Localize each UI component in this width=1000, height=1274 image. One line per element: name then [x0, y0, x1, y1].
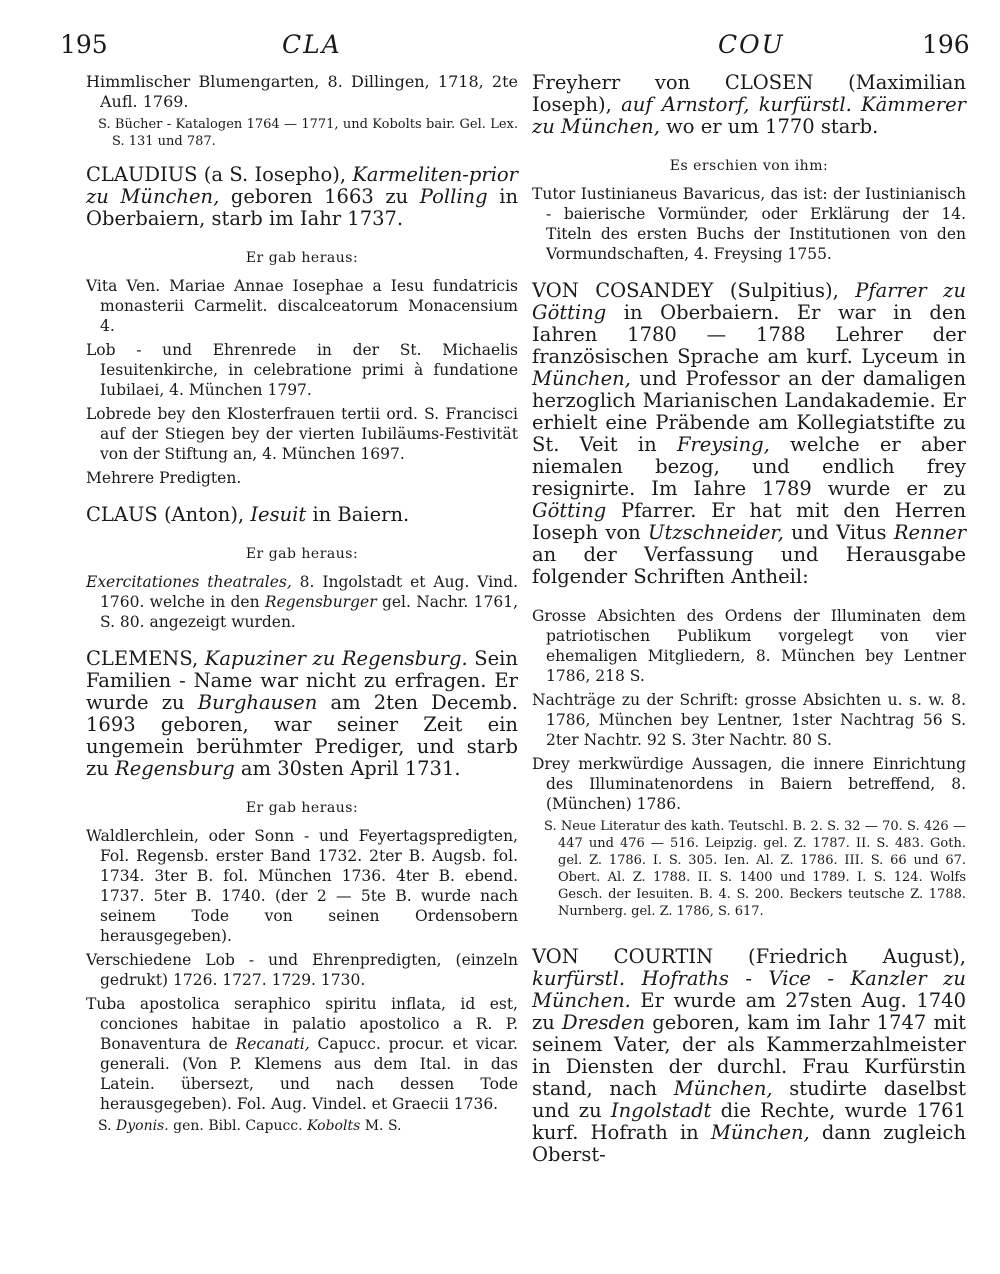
- closen-works-label: Es erschien von ihm:: [669, 158, 829, 174]
- more-sermons: Mehrere Predigten.: [86, 469, 242, 487]
- clemens-source: S. Dyonis. gen. Bibl. Capucc. Kobolts M. S.: [98, 1118, 402, 1134]
- cosandey-heading: VON COSANDEY (Sulpitius), Pfarrer zu Götting in Oberbaiern. Er war in den Iahren 1780 — 1788 Lehrer der französischen Sprache am kurf. Lyceum in München, und Professor an der damaligen herzoglich Marianischen Landakademie. Er erhielt eine Präbende am Kollegiatstifte zu St. Veit in Freysing, welche er aber niemalen bezog, und endlich frey resignirte. Im Iahre 1789 wurde er zu Götting Pfarrer. Er hat mit den Herren Ioseph von Utzschneider, und Vitus Renner an der Verfassung und Herausgabe folgender Schriften Antheil:: [532, 279, 967, 588]
- left-column: [86, 72, 518, 1149]
- claudius-heading: CLAUDIUS (a S. Iosepho), Karmeliten-prior zu München, geboren 1663 zu Polling in Oberbaiern, starb im Iahr 1737.: [86, 163, 518, 230]
- courtin-heading: VON COURTIN (Friedrich August), kurfürstl. Hofraths - Vice - Kanzler zu München. Er wurde am 27sten Aug. 1740 zu Dresden geboren, kam im Iahr 1747 mit seinem Vater, der als Kammerzahlmeister in Diensten der durchl. Frau Kurfürstin stand, nach München, studirte daselbst und zu Ingolstadt die Rechte, wurde 1761 kurf. Hofrath in München, dann zugleich Oberst-: [532, 945, 967, 1166]
- work-entry: Nachträge zu der Schrift: grosse Absichten u. s. w. 8. 1786, München bey Lentner, 1ster Nachtrag 56 S. 2ter Nachtr. 92 S. 3ter Nachtr. 80 S.: [532, 691, 966, 749]
- clemens-works-label: Er gab heraus:: [245, 800, 359, 816]
- work-entry: Lob - und Ehrenrede in der St. Michaelis Iesuitenkirche, in celebratione primi à fundatione Iubilaei, 4. München 1797.: [86, 341, 518, 399]
- right-catchword: COU: [718, 30, 785, 59]
- work-entry: Verschiedene Lob - und Ehrenpredigten, (einzeln gedrukt) 1726. 1727. 1729. 1730.: [86, 951, 518, 989]
- continued-source: S. Bücher - Katalogen 1764 — 1771, und Kobolts bair. Gel. Lex. S. 131 und 787.: [98, 117, 518, 149]
- left-page-number: 195: [60, 30, 108, 59]
- claudius-works-label: Er gab heraus:: [245, 250, 359, 266]
- claus-heading: CLAUS (Anton), Iesuit in Baiern.: [86, 503, 410, 526]
- work-entry: Tuba apostolica seraphico spiritu inflata, id est, conciones habitae in palatio apostolico a R. P. Bonaventura de Recanati, Capucc. procur. et vicar. generali. (Von P. Klemens aus dem Ital. in das Latein. übersezt, und nach dessen Tode herausgegeben). Fol. Aug. Vindel. et Graecii 1736.: [86, 995, 518, 1113]
- work-entry: Lobrede bey den Klosterfrauen tertii ord. S. Francisci auf der Stiegen bey der vierten Iubiläums-Festivität von der Stiftung an, 4. München 1697.: [86, 405, 518, 463]
- right-column: [532, 72, 966, 1184]
- work-entry: Vita Ven. Mariae Annae Iosephae a Iesu fundatricis monasterii Carmelit. discalceatorum Monacensium 4.: [86, 277, 518, 335]
- cosandey-source: S. Neue Literatur des kath. Teutschl. B. 2. S. 32 — 70. S. 426 — 447 und 476 — 516. Leipzig. gel. Z. 1787. II. S. 483. Goth. gel. Z. 1786. I. S. 305. Ien. Al. Z. 1786. III. S. 66 und 67. Obert. Al. Z. 1788. II. S. 1400 und 1789. I. S. 124. Wolfs Gesch. der Iesuiten. B. 4. S. 200. Beckers teutsche Z. 1788. Nurnberg. gel. Z. 1786, S. 617.: [544, 819, 966, 919]
- claus-works-label: Er gab heraus:: [245, 546, 359, 562]
- work-entry: Tutor Iustinianeus Bavaricus, das ist: der Iustinianisch - baierische Vormünder, oder Erklärung der 14. Titeln des ersten Buchs der Institutionen von den Vormundschaften, 4. Freysing 1755.: [532, 185, 966, 263]
- work-entry: Exercitationes theatrales, 8. Ingolstadt et Aug. Vind. 1760. welche in den Regensburger gel. Nachr. 1761, S. 80. angezeigt wurden.: [86, 573, 519, 631]
- work-entry: Waldlerchlein, oder Sonn - und Feyertagspredigten, Fol. Regensb. erster Band 1732. 2ter B. Augsb. fol. 1734. 3ter B. fol. München 1736. 4ter B. ebend. 1737. 5ter B. 1740. (der 2 — 5te B. wurde nach seinem Tode von seinen Ordensobern herausgegeben).: [86, 827, 518, 945]
- work-entry: Grosse Absichten des Ordens der Illuminaten dem patriotischen Publikum vorgelegt von vier ehemaligen Mitgliedern, 8. München bey Lentner 1786, 218 S.: [532, 607, 966, 685]
- closen-heading: Freyherr von CLOSEN (Maximilian Ioseph), auf Arnstorf, kurfürstl. Kämmerer zu München, wo er um 1770 starb.: [532, 71, 966, 138]
- left-catchword: CLA: [282, 30, 342, 59]
- right-page-number: 196: [922, 30, 970, 59]
- continued-entry: Himmlischer Blumengarten, 8. Dillingen, 1718, 2te Aufl. 1769.: [86, 72, 518, 111]
- work-entry: Drey merkwürdige Aussagen, die innere Einrichtung des Illuminatenordens in Baiern betreffend, 8. (München) 1786.: [532, 755, 966, 813]
- clemens-heading: CLEMENS, Kapuziner zu Regensburg. Sein Familien - Name war nicht zu erfragen. Er wurde zu Burghausen am 2ten Decemb. 1693 geboren, war seiner Zeit ein ungemein berühmter Prediger, und starb zu Regensburg am 30sten April 1731.: [86, 647, 518, 780]
